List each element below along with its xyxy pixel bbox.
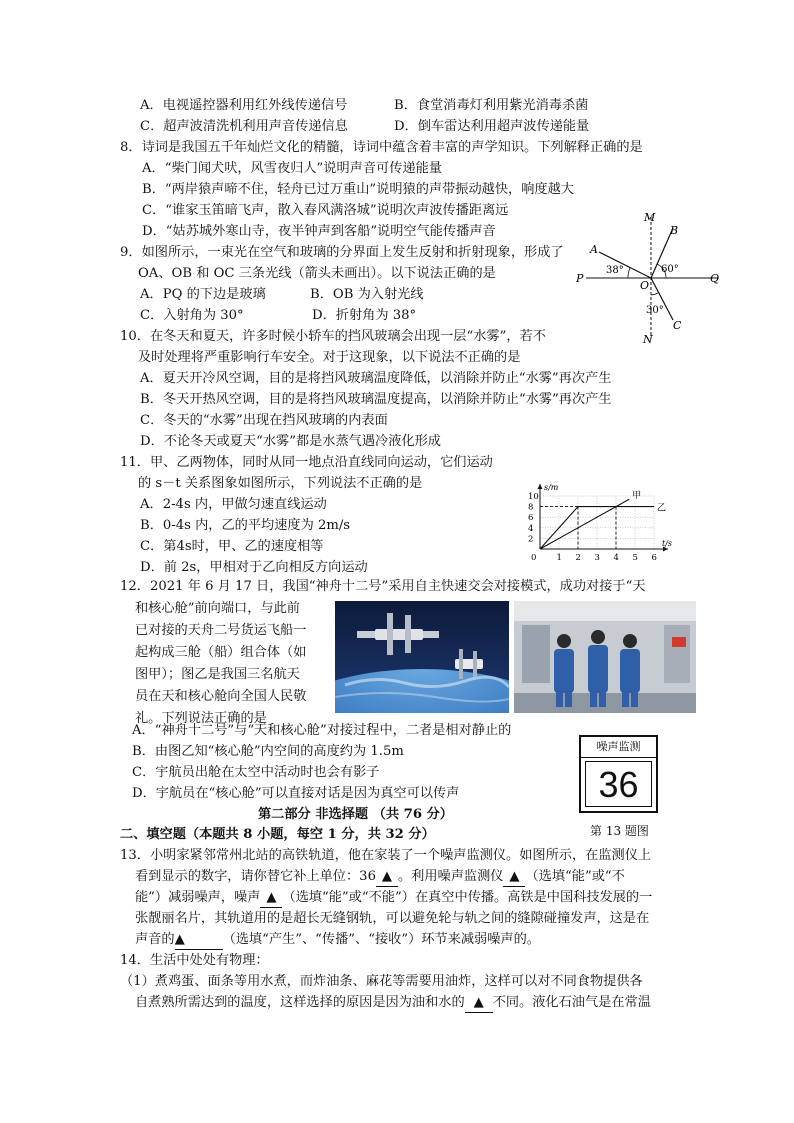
- q13-line3: 能”）减弱噪声，噪声 ▲ （选填“能”或“不能”）在真空中传播。高铁是中国科技发展的一: [135, 889, 652, 908]
- y-tick-label: 4: [528, 523, 534, 534]
- series-line-1: [540, 507, 654, 549]
- y-axis-arrow: [538, 484, 543, 489]
- q12-option-b: B．由图乙知“核心舱”内空间的高度约为 1.5m: [132, 744, 404, 759]
- q13-blank-2[interactable]: ▲: [503, 868, 525, 887]
- q13-blank-4[interactable]: ▲: [175, 931, 223, 950]
- label-n: N: [643, 333, 653, 346]
- q14-blank-1[interactable]: ▲: [465, 994, 493, 1013]
- q12-line5: 图甲）；图乙是我国三名航天: [135, 667, 300, 682]
- q8-option-b: B．“两岸猿声啼不住，轻舟已过万重山”说明猿的声带振动越快，响度越大: [142, 182, 574, 197]
- q10-option-a: A．夏天开冷风空调，目的是将挡风玻璃温度降低，以消除并防止“水雾”再次产生: [140, 371, 612, 386]
- q12-option-a: A．“神舟十二号”与“天和核心舱”对接过程中，二者是相对静止的: [132, 723, 512, 738]
- q10-option-c: C．冬天的“水雾”出现在挡风玻璃的内表面: [140, 413, 388, 428]
- q11-option-d: D．前 2s，甲相对于乙向相反方向运动: [140, 560, 368, 575]
- q7-option-b: B．食堂消毒灯利用紫光消毒杀菌: [394, 98, 589, 113]
- noise-monitor-title: 噪声监测: [581, 737, 656, 758]
- x-axis-label: t/s: [662, 539, 673, 548]
- q14-line1: （1）煮鸡蛋、面条等用水煮，而炸油条、麻花等需要用油炸，这样可以对不同食物提供各: [120, 974, 643, 989]
- q13-line2: 看到显示的数字，请你替它补上单位：36 ▲ 。利用噪声监测仪 ▲ （选填“能”或“不: [135, 868, 625, 887]
- q12-line3: 已对接的天舟二号货运飞船一: [135, 623, 307, 638]
- q12-line4: 起构成三舱（船）组合体（如: [135, 645, 307, 660]
- chart-labels: [528, 483, 672, 563]
- q12-line6: 员在天和核心舱向全国人民敬: [135, 689, 307, 704]
- q9-option-b: B．OB 为入射光线: [310, 287, 424, 302]
- q11-stem-line1: 11．甲、乙两物体，同时从同一地点沿直线同向运动，它们运动: [120, 455, 493, 470]
- y-tick-label: 2: [528, 534, 534, 545]
- label-m: M: [644, 211, 656, 224]
- q9-option-a: A．PQ 的下边是玻璃: [140, 287, 266, 302]
- label-c: C: [673, 319, 682, 332]
- label-a: A: [590, 243, 598, 256]
- light-refraction-diagram: [572, 205, 728, 347]
- q13-line5: 声音的▲ （选填“产生”、“传播”、“接收”）环节来减弱噪声的。: [135, 931, 540, 950]
- section2-heading: 二、填空题（本题共 8 小题，每空 1 分，共 32 分）: [120, 827, 435, 842]
- q8-option-d: D．“姑苏城外寒山寺，夜半钟声到客船”说明空气能传播声音: [142, 224, 496, 239]
- chart-axes: [538, 484, 669, 552]
- y-axis-label: s/m: [544, 483, 559, 492]
- st-graph: [520, 458, 680, 570]
- x-tick-label: 6: [651, 553, 657, 563]
- q14-stem: 14．生活中处处有物理：: [120, 953, 269, 968]
- label-b: B: [670, 224, 679, 237]
- q12-line7: 礼。下列说法正确的是: [135, 711, 267, 726]
- q10-option-b: B．冬天开热风空调，目的是将挡风玻璃温度提高，以消除并防止“水雾”再次产生: [140, 392, 612, 407]
- q13-blank-3[interactable]: ▲: [260, 889, 282, 908]
- q7-option-d: D．倒车雷达利用超声波传递能量: [394, 119, 590, 134]
- q10-option-d: D．不论冬天或夏天“水雾”都是水蒸气遇冷液化形成: [140, 434, 441, 449]
- q8-option-c: C．“谁家玉笛暗飞声，散入春风满洛城”说明次声波传播距离远: [142, 203, 509, 218]
- angle-30: 30°: [646, 305, 664, 316]
- y-tick-label: 6: [528, 513, 534, 524]
- x-tick-label: 5: [632, 553, 638, 563]
- noise-monitor: [579, 735, 658, 813]
- label-q: Q: [710, 272, 720, 285]
- q13-figure-caption: 第 13 题图: [590, 824, 649, 838]
- q13-line4: 张靓丽名片，其轨道用的是超长无缝钢轨，可以避免轮与轨之间的缝隙碰撞发声，这是在: [135, 911, 650, 926]
- q10-stem-line1: 10．在冬天和夏天，许多时候小轿车的挡风玻璃会出现一层“水雾”，若不: [120, 329, 546, 344]
- angle-60: 60°: [661, 264, 679, 275]
- angle-38: 38°: [606, 265, 624, 276]
- q7-option-a: A．电视遥控器利用红外线传递信号: [140, 98, 348, 113]
- q11-option-a: A．2-4s 内，甲做匀速直线运动: [140, 497, 327, 512]
- q9-option-d: D．折射角为 38°: [312, 308, 417, 323]
- x-tick-label: 2: [575, 553, 581, 563]
- x-tick-label: 3: [594, 553, 600, 563]
- label-p: P: [576, 272, 584, 285]
- q7-option-c: C．超声波清洗机利用声音传递信息: [140, 119, 348, 134]
- astronauts-photo: [514, 601, 696, 713]
- y-tick-label: 8: [528, 502, 534, 513]
- q8-stem: 8．诗词是我国五千年灿烂文化的精髓，诗词中蕴含着丰富的声学知识。下列解释正确的是: [120, 140, 643, 155]
- y-tick-label: 10: [528, 492, 539, 502]
- q12-option-c: C．宇航员出舱在太空中活动时也会有影子: [132, 765, 380, 780]
- q9-stem-line2: OA、OB 和 OC 三条光线（箭头未画出）。以下说法正确的是: [138, 266, 496, 281]
- label-o: O: [640, 279, 650, 292]
- q12-line2: 和核心舱”前向端口，与此前: [135, 601, 300, 616]
- chart-grid: [540, 496, 654, 549]
- q8-option-a: A．“柴门闻犬吠，风雪夜归人”说明声音可传递能量: [142, 161, 442, 176]
- q9-stem-line1: 9．如图所示，一束光在空气和玻璃的分界面上发生反射和折射现象，形成了: [120, 245, 564, 260]
- x-tick-label: 1: [556, 553, 562, 563]
- q14-line2: 自煮熟所需达到的温度，这样选择的原因是因为油和水的 ▲ 不同。液化石油气是在常温: [135, 994, 651, 1013]
- q11-option-c: C．第4s时，甲、乙的速度相等: [140, 539, 324, 554]
- q12-line1: 12．2021 年 6 月 17 日，我国“神舟十二号”采用自主快速交会对接模式，成功对接于“天: [120, 579, 646, 594]
- q9-option-c: C．入射角为 30°: [140, 308, 244, 323]
- q13-blank-1[interactable]: ▲: [376, 868, 398, 887]
- space-station-photo: [335, 601, 509, 713]
- x-tick-label: 0: [531, 553, 537, 563]
- q11-option-b: B．0-4s 内，乙的平均速度为 2m/s: [140, 518, 351, 533]
- x-tick-label: 4: [613, 553, 619, 563]
- q10-stem-line2: 及时处理将严重影响行车安全。对于这现象，以下说法不正确的是: [138, 350, 521, 365]
- q11-stem-line2: 的 s－t 关系图象如图所示，下列说法不正确的是: [138, 476, 423, 491]
- q12-option-d: D．宇航员在“核心舱”可以直接对话是因为真空可以传声: [132, 786, 460, 801]
- noise-monitor-value: 36: [585, 761, 652, 807]
- q13-line1: 13．小明家紧邻常州北站的高铁轨道，他在家装了一个噪声监测仪。如图所示，在监测仪上: [120, 848, 652, 863]
- series-label-0: 甲: [632, 491, 642, 502]
- series-label-1: 乙: [657, 503, 667, 514]
- chart-series: [540, 499, 654, 549]
- part2-heading: 第二部分 非选择题 （共 76 分）: [258, 807, 453, 822]
